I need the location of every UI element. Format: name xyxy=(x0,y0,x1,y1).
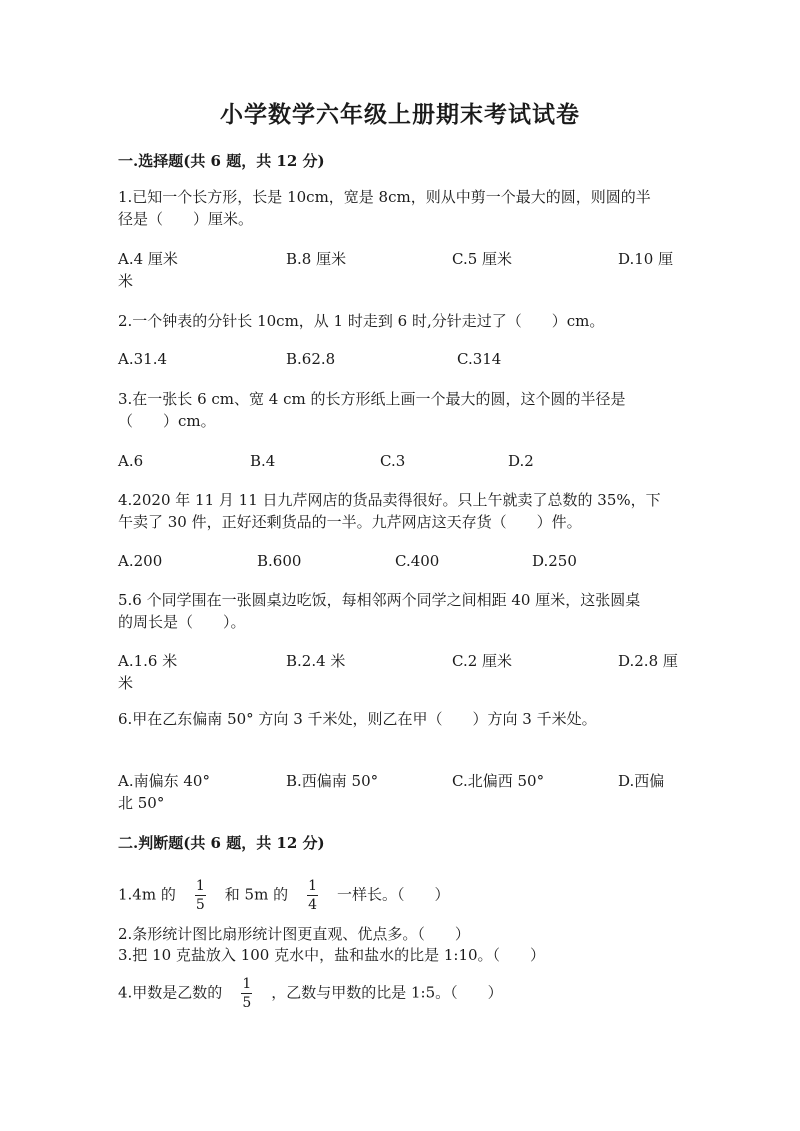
fraction-one-fifth xyxy=(196,877,205,914)
option-a[interactable]: A.1.6 米 xyxy=(118,652,178,670)
option-b[interactable]: B.62.8 xyxy=(286,350,336,368)
option-b[interactable]: B.8 厘米 xyxy=(286,250,347,268)
option-c[interactable]: C.400 xyxy=(395,552,440,570)
question-6 xyxy=(118,708,678,730)
judge-question-3 xyxy=(118,944,678,966)
question-5 xyxy=(118,589,678,633)
question-text: 一样长。（ ） xyxy=(337,885,450,904)
question-text-line: 径是（ ）厘米。 xyxy=(118,210,254,228)
option-d[interactable]: D.2.8 厘 xyxy=(618,652,678,670)
option-a[interactable]: A.31.4 xyxy=(118,350,167,368)
question-text-line: 5.6 个同学围在一张圆桌边吃饭，每相邻两个同学之间相距 40 厘米，这张圆桌 xyxy=(118,591,641,609)
page-title: 小学数学六年级上册期末考试试卷 xyxy=(220,101,580,128)
question-text: 和 5m 的 xyxy=(224,885,289,904)
question-text-line: 的周长是（ ）。 xyxy=(118,613,246,631)
option-c[interactable]: C.314 xyxy=(457,350,502,368)
section-heading-judge: 二.判断题(共 6 题，共 12 分) xyxy=(118,834,325,852)
fraction-one-fifth xyxy=(242,975,251,1012)
judge-question-1 xyxy=(118,877,678,914)
fraction-one-fourth xyxy=(308,877,317,914)
option-d-wrap: 米 xyxy=(118,272,134,290)
option-c[interactable]: C.2 厘米 xyxy=(452,652,513,670)
question-text-line: 3.把 10 克盐放入 100 克水中，盐和盐水的比是 1:10。（ ） xyxy=(118,946,546,964)
question-text-line: 2.一个钟表的分针长 10cm，从 1 时走到 6 时,分针走过了（ ）cm。 xyxy=(118,312,605,330)
fraction-denominator: 4 xyxy=(308,897,318,913)
option-d[interactable]: D.10 厘 xyxy=(618,250,674,268)
question-text: ，乙数与甲数的比是 1:5。（ ） xyxy=(271,983,503,1002)
section-heading-choice: 一.选择题(共 6 题，共 12 分) xyxy=(118,152,325,170)
question-3 xyxy=(118,388,678,432)
option-b[interactable]: B.西偏南 50° xyxy=(286,772,379,790)
option-a[interactable]: A.4 厘米 xyxy=(118,250,178,268)
question-text-line: 4.2020 年 11 月 11 日九芹网店的货品卖得很好。只上午就卖了总数的 35%，下 xyxy=(118,491,661,509)
option-c[interactable]: C.5 厘米 xyxy=(452,250,513,268)
option-c[interactable]: C.3 xyxy=(380,452,406,470)
fraction-denominator: 5 xyxy=(242,995,252,1011)
question-text-line: 午卖了 30 件，正好还剩货品的一半。九芹网店这天存货（ ）件。 xyxy=(118,513,582,531)
fraction-numerator: 1 xyxy=(308,878,318,894)
question-text: 4.甲数是乙数的 xyxy=(118,983,223,1002)
question-text: 1.4m 的 xyxy=(118,885,176,904)
question-2 xyxy=(118,310,678,332)
option-b[interactable]: B.4 xyxy=(250,452,276,470)
question-text-line: 6.甲在乙东偏南 50° 方向 3 千米处，则乙在甲（ ）方向 3 千米处。 xyxy=(118,710,597,728)
judge-question-4 xyxy=(118,975,678,1012)
fraction-denominator: 5 xyxy=(195,897,205,913)
question-text-line: 1.已知一个长方形，长是 10cm，宽是 8cm，则从中剪一个最大的圆，则圆的半 xyxy=(118,188,651,206)
option-d[interactable]: D.250 xyxy=(532,552,577,570)
option-a[interactable]: A.200 xyxy=(118,552,163,570)
option-a[interactable]: A.6 xyxy=(118,452,144,470)
option-d-wrap: 北 50° xyxy=(118,794,165,812)
option-a[interactable]: A.南偏东 40° xyxy=(118,772,210,790)
judge-question-2 xyxy=(118,923,678,945)
question-1 xyxy=(118,186,678,230)
option-b[interactable]: B.2.4 米 xyxy=(286,652,346,670)
fraction-numerator: 1 xyxy=(242,976,252,992)
option-d-wrap: 米 xyxy=(118,674,134,692)
question-text-line: 3.在一张长 6 cm、宽 4 cm 的长方形纸上画一个最大的圆，这个圆的半径是 xyxy=(118,390,626,408)
option-d[interactable]: D.2 xyxy=(508,452,534,470)
question-text-line: （ ）cm。 xyxy=(118,412,216,430)
question-4 xyxy=(118,489,678,533)
option-b[interactable]: B.600 xyxy=(257,552,302,570)
option-d[interactable]: D.西偏 xyxy=(618,772,665,790)
fraction-numerator: 1 xyxy=(195,878,205,894)
question-text-line: 2.条形统计图比扇形统计图更直观、优点多。（ ） xyxy=(118,925,470,943)
option-c[interactable]: C.北偏西 50° xyxy=(452,772,545,790)
